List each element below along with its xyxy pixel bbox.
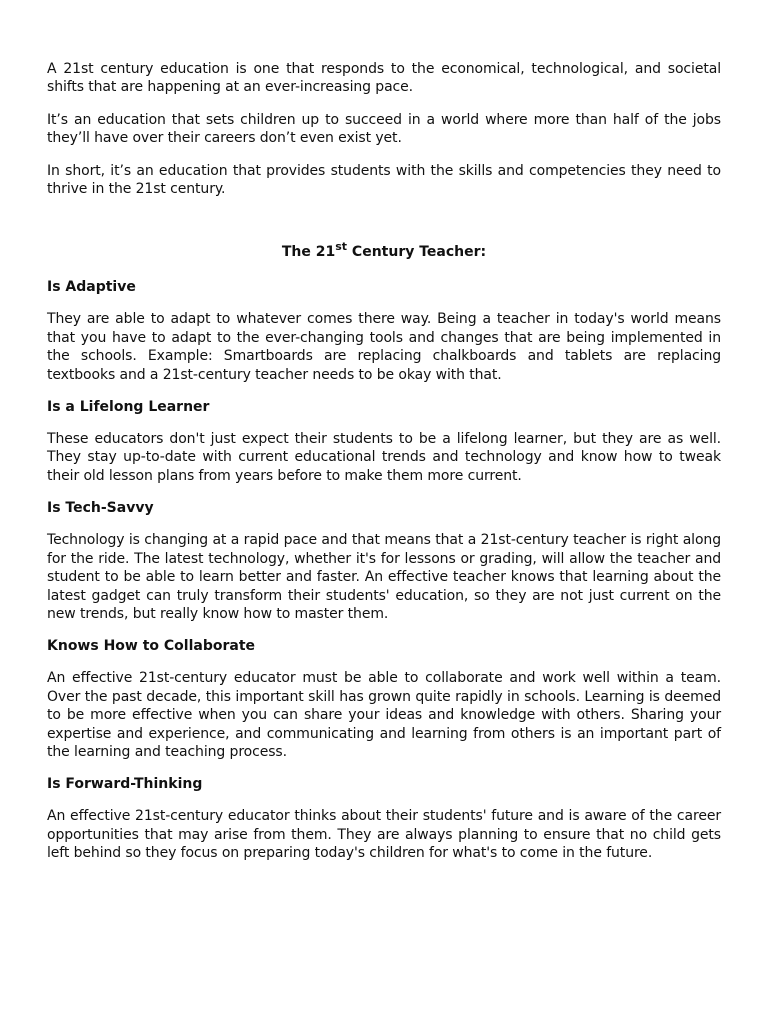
intro-section (47, 60, 721, 198)
intro-paragraph: In short, it’s an education that provides students with the skills and competencies they need to thrive in the 21st century. (47, 162, 721, 198)
section-body: An effective 21st-century educator must be able to collaborate and work well within a team. Over the past decade, this important skill has grown quite rapidly in schools. Learning is deemed to be more effective when you can share your ideas and knowledge with others. Sharing your expertise and experience, and communicating and learning from others is an important part of the learning and teaching process. (47, 670, 721, 760)
section-heading: Knows How to Collaborate (47, 638, 256, 655)
intro-paragraph: It’s an education that sets children up to succeed in a world where more than half of the jobs they’ll have over their careers don’t even exist yet. (47, 111, 721, 147)
section-body: These educators don't just expect their students to be a lifelong learner, but they are as well. They stay up-to-date with current educational trends and technology and know how to tweak their old lesson plans from years before to make them more current. (47, 431, 721, 484)
section-lifelong-learner (47, 398, 721, 485)
section-collaborate (47, 637, 721, 761)
page-title (47, 240, 721, 264)
section-body: They are able to adapt to whatever comes there way. Being a teacher in today's world means that you have to adapt to the ever-changing tools and changes that are being implemented in the schools. Example: Smartboards are replacing chalkboards and tablets are replacing textbooks and a 21st-century teacher needs to be okay with that. (47, 311, 721, 383)
section-heading: Is a Lifelong Learner (47, 399, 210, 416)
section-tech-savvy (47, 499, 721, 623)
section-heading: Is Forward-Thinking (47, 776, 203, 793)
section-adaptive (47, 278, 721, 384)
intro-paragraph: A 21st century education is one that responds to the economical, technological, and societal shifts that are happening at an ever-increasing pace. (47, 61, 721, 96)
title-superscript: st (335, 239, 348, 253)
section-body: An effective 21st-century educator thinks about their students' future and is aware of the career opportunities that may arise from them. They are always planning to ensure that no child gets left behind so they focus on preparing today's children for what's to come in the future. (47, 808, 721, 862)
section-body: Technology is changing at a rapid pace and that means that a 21st-century teacher is right along for the ride. The latest technology, whether it's for lessons or grading, will allow the teacher and student to be able to learn better and faster. An effective teacher knows that learning about the latest gadget can truly transform their students' education, so they are not just current on the new trends, but really know how to master them. (47, 532, 721, 622)
section-heading: Is Tech-Savvy (47, 500, 154, 517)
title-prefix: The 21 (281, 244, 336, 261)
section-forward-thinking (47, 775, 721, 862)
title-suffix: Century Teacher: (347, 244, 487, 261)
section-heading: Is Adaptive (47, 279, 136, 296)
